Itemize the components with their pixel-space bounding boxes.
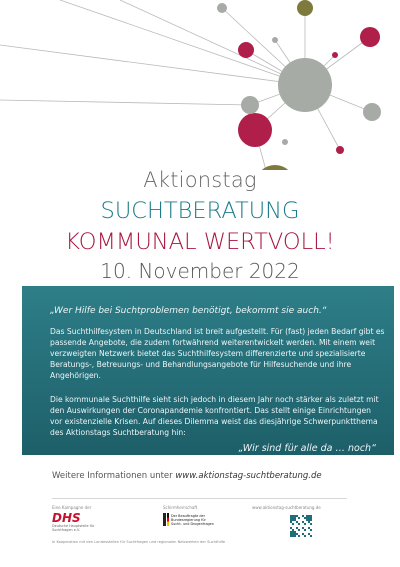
qr-module bbox=[296, 527, 298, 529]
qr-module bbox=[298, 523, 300, 525]
qr-module bbox=[304, 529, 306, 531]
qr-module bbox=[308, 519, 310, 521]
qr-module bbox=[294, 535, 296, 537]
qr-module bbox=[308, 521, 310, 523]
federal-commissioner-text: Der Beauftragte der Bundesregierung für Sucht- und Drogenfragen bbox=[171, 514, 214, 526]
network-node bbox=[297, 0, 313, 16]
qr-module bbox=[308, 527, 310, 529]
qr-module bbox=[296, 515, 298, 517]
qr-module bbox=[304, 523, 306, 525]
lead-quote: „Wer Hilfe bei Suchtproblemen benötigt, bekommt sie auch.“ bbox=[50, 306, 327, 316]
qr-module bbox=[290, 519, 292, 521]
qr-module bbox=[306, 515, 308, 517]
qr-module bbox=[302, 515, 304, 517]
qr-module bbox=[290, 527, 292, 529]
headline-suchtberatung: SUCHTBERATUNG bbox=[100, 198, 300, 224]
network-line bbox=[0, 45, 305, 85]
qr-module bbox=[294, 519, 296, 521]
qr-module bbox=[292, 515, 294, 517]
qr-module bbox=[296, 521, 298, 523]
cooperation-note: In Kooperation mit den Landesstellen für Suchtfragen und regionalen Netzwerken der Suchthilfe bbox=[52, 540, 226, 544]
qr-module bbox=[292, 531, 294, 533]
qr-module bbox=[298, 517, 300, 519]
network-node bbox=[238, 113, 272, 147]
network-node bbox=[360, 27, 380, 47]
qr-module bbox=[308, 533, 310, 535]
qr-code-icon[interactable] bbox=[290, 515, 312, 537]
qr-module bbox=[290, 517, 292, 519]
network-node bbox=[238, 42, 254, 58]
qr-module bbox=[296, 533, 298, 535]
qr-module bbox=[290, 521, 292, 523]
dhs-logo-letters: DHS bbox=[52, 511, 81, 525]
qr-module bbox=[292, 529, 294, 531]
qr-module bbox=[298, 529, 300, 531]
qr-module bbox=[310, 519, 312, 521]
qr-module bbox=[310, 535, 312, 537]
qr-module bbox=[290, 533, 292, 535]
network-node bbox=[332, 52, 338, 58]
network-node bbox=[272, 37, 278, 43]
network-line bbox=[0, 100, 250, 105]
network-node bbox=[336, 146, 344, 154]
dhs-logo-subtitle: Deutsche Hauptstelle für Suchtfragen e.V. bbox=[52, 524, 95, 532]
network-node bbox=[217, 3, 227, 13]
qr-module bbox=[292, 519, 294, 521]
qr-module bbox=[292, 533, 294, 535]
qr-module bbox=[294, 515, 296, 517]
qr-module bbox=[294, 533, 296, 535]
flag-stripe-icon bbox=[167, 513, 169, 526]
qr-module bbox=[310, 529, 312, 531]
website-label: www.aktionstag-suchtberatung.de bbox=[252, 505, 321, 510]
qr-module bbox=[306, 517, 308, 519]
qr-module bbox=[302, 521, 304, 523]
network-line bbox=[120, 0, 305, 85]
qr-module bbox=[308, 517, 310, 519]
qr-module bbox=[292, 535, 294, 537]
qr-module bbox=[302, 533, 304, 535]
divider bbox=[52, 498, 347, 499]
paragraph-system: Das Suchthilfesystem in Deutschland ist breit aufgestellt. Für (fast) jeden Bedarf gibt es passende Angebote, die zudem fortwährend weiterentwickelt werden. Mit einem weit verzweigten Netzwerk bietet das Suchthilfesystem differenzierte und spezialisierte Beratungs-, Betreuungs- und Behandlungsangebote für Hilfesuchende und ihre Angehörigen. bbox=[50, 327, 385, 380]
qr-module bbox=[306, 519, 308, 521]
dhs-logo bbox=[52, 512, 112, 532]
qr-module bbox=[294, 517, 296, 519]
network-illustration bbox=[0, 0, 400, 170]
headline-aktionstag: Aktionstag bbox=[143, 168, 257, 192]
network-node bbox=[278, 58, 332, 112]
qr-module bbox=[310, 517, 312, 519]
patronage-label: Schirmherrschaft bbox=[163, 505, 198, 510]
qr-module bbox=[304, 517, 306, 519]
qr-module bbox=[290, 531, 292, 533]
qr-module bbox=[310, 515, 312, 517]
paragraph-crisis: Die kommunale Suchthilfe sieht sich jedoch in diesem Jahr noch stärker als zuletzt mit den Auswirkungen der Coronapandemie konfrontiert. Das stellt einige Einrichtungen vor existenzielle Krisen. Auf dieses Dilemma weist das diesjährige Schwerpunktthema des Aktionstags Suchtberatung hin: bbox=[50, 395, 379, 437]
federal-eagle-icon bbox=[163, 513, 166, 526]
network-line bbox=[60, 0, 305, 85]
hosted-by-label: Eine Kampagne der bbox=[52, 505, 92, 510]
closing-quote: „Wir sind für alle da … noch“ bbox=[238, 443, 376, 454]
network-node bbox=[282, 139, 288, 145]
qr-module bbox=[290, 535, 292, 537]
qr-module bbox=[304, 535, 306, 537]
headline-kommunal-wertvoll: KOMMUNAL WERTVOLL! bbox=[65, 229, 335, 255]
qr-module bbox=[292, 523, 294, 525]
qr-module bbox=[292, 517, 294, 519]
qr-module bbox=[290, 515, 292, 517]
qr-module bbox=[302, 527, 304, 529]
network-node bbox=[241, 96, 259, 114]
network-node bbox=[363, 103, 381, 121]
more-info bbox=[52, 471, 322, 481]
event-date: 10. November 2022 bbox=[100, 259, 300, 283]
qr-module bbox=[298, 535, 300, 537]
more-info-prefix: Weitere Informationen unter bbox=[52, 471, 176, 481]
qr-module bbox=[308, 515, 310, 517]
campaign-link[interactable]: www.aktionstag-suchtberatung.de bbox=[175, 471, 322, 481]
federal-commissioner-logo bbox=[163, 513, 218, 529]
qr-module bbox=[310, 523, 312, 525]
qr-module bbox=[294, 531, 296, 533]
info-panel bbox=[22, 286, 394, 455]
